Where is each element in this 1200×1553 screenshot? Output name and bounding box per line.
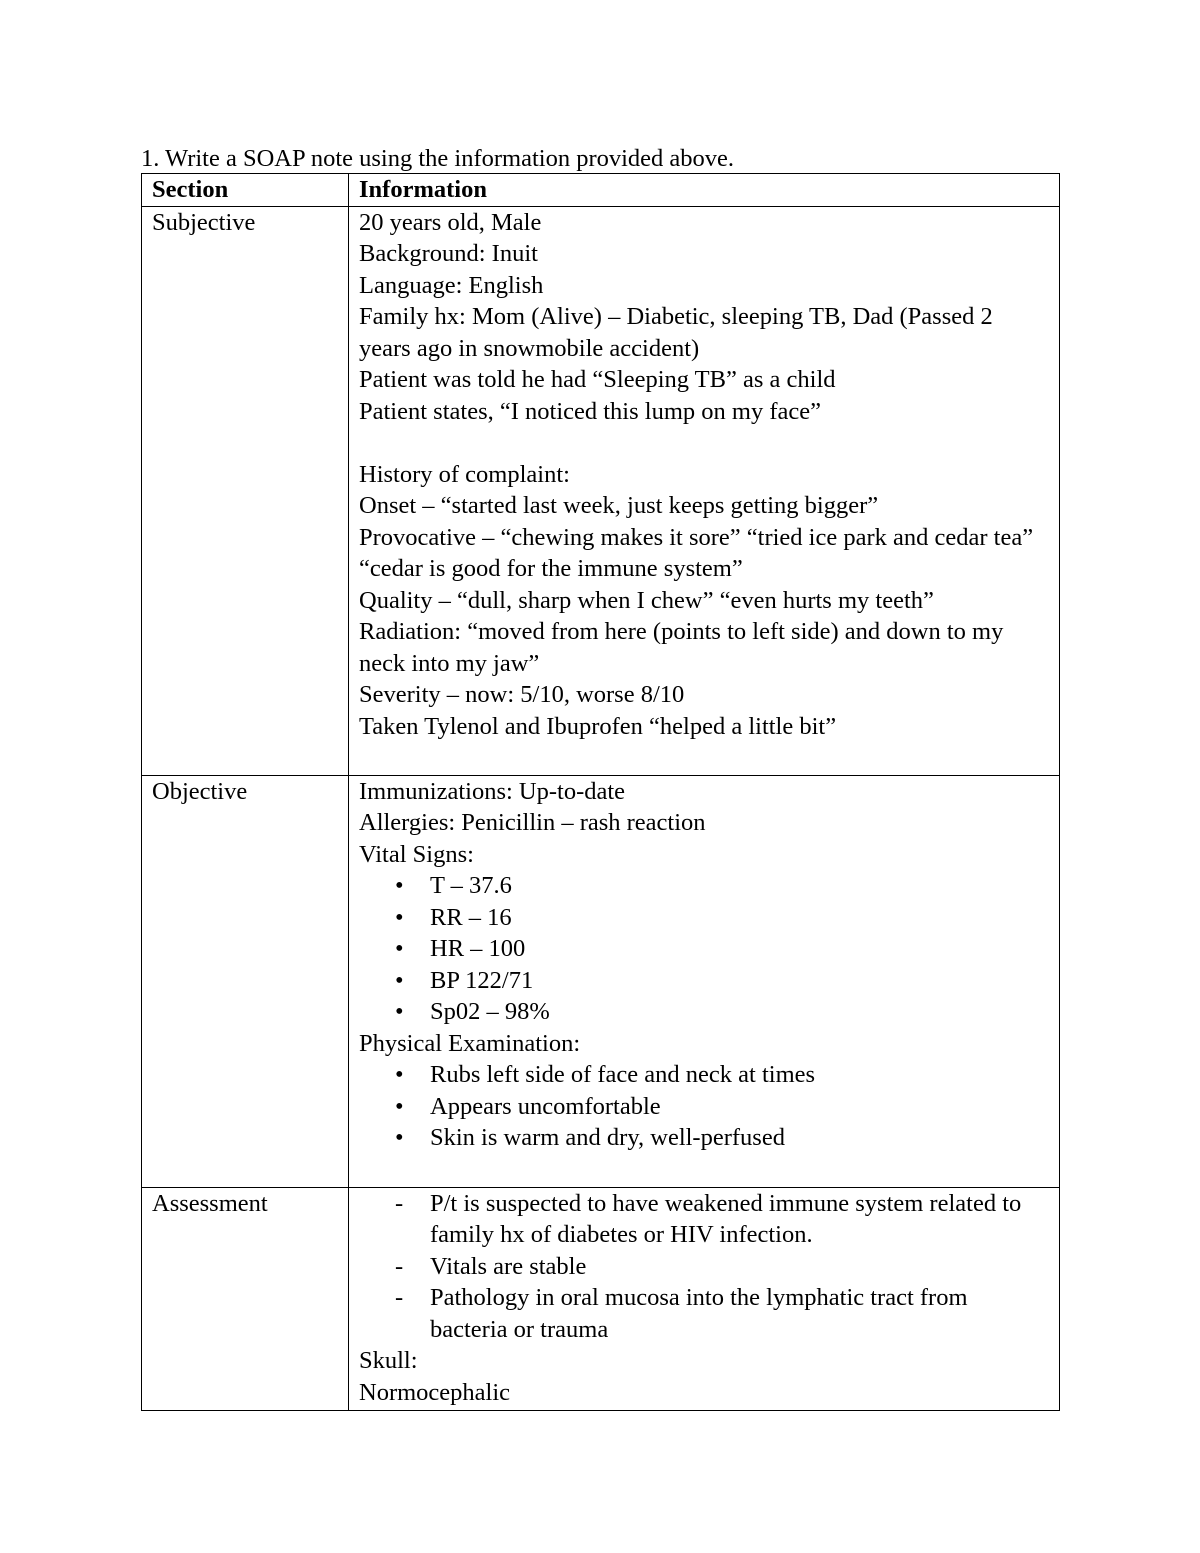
bullet-icon: • (395, 966, 404, 994)
vitals-list (359, 870, 1049, 1028)
soap-note-table (141, 173, 1060, 1411)
bullet-icon: • (395, 1061, 404, 1088)
list-item (359, 902, 1049, 934)
question-title: 1. Write a SOAP note using the information provided above. (141, 145, 735, 172)
list-item (359, 1282, 1049, 1345)
skull-heading: Skull: (359, 1347, 418, 1374)
assessment-item: Vitals are stable (430, 1252, 587, 1280)
dash-icon: - (395, 1252, 404, 1280)
list-item (359, 996, 1049, 1028)
objective-row (142, 775, 1060, 1187)
exam-finding: Appears uncomfortable (430, 1092, 661, 1120)
dash-icon: - (395, 1189, 404, 1217)
subjective-row (142, 206, 1060, 775)
list-item (359, 870, 1049, 902)
subjective-line: Patient states, “I noticed this lump on my face” (359, 397, 821, 425)
bullet-icon: • (395, 998, 404, 1025)
assessment-item: P/t is suspected to have weakened immune system related to family hx of diabetes or HIV infection. (430, 1189, 1022, 1248)
list-item (359, 1122, 1049, 1154)
exam-heading: Physical Examination: (359, 1029, 581, 1057)
subjective-label: Subjective (142, 206, 349, 775)
spacer (359, 427, 1049, 459)
subjective-line: Background: Inuit (359, 240, 538, 267)
exam-finding: Rubs left side of face and neck at times (430, 1061, 816, 1088)
exam-list (359, 1059, 1049, 1154)
bullet-icon: • (395, 903, 404, 931)
assessment-info (349, 1187, 1060, 1410)
subjective-line: Language: English (359, 271, 544, 299)
assessment-list (359, 1188, 1049, 1346)
history-line: Onset – “started last week, just keeps getting bigger” (359, 492, 879, 519)
bullet-icon: • (395, 1092, 404, 1120)
exam-finding: Skin is warm and dry, well-perfused (430, 1124, 785, 1151)
bullet-icon: • (395, 935, 404, 962)
assessment-row (142, 1187, 1060, 1410)
history-line: Radiation: “moved from here (points to left side) and down to my neck into my jaw” (359, 618, 1010, 677)
list-item (359, 1251, 1049, 1283)
immunizations: Immunizations: Up-to-date (359, 777, 626, 805)
subjective-line: 20 years old, Male (359, 208, 542, 236)
list-item (359, 1091, 1049, 1123)
vital-value: HR – 100 (430, 935, 526, 962)
history-heading: History of complaint: (359, 460, 570, 488)
history-line: Severity – now: 5/10, worse 8/10 (359, 681, 685, 708)
subjective-line: Patient was told he had “Sleeping TB” as a child (359, 366, 836, 393)
history-line: Quality – “dull, sharp when I chew” “even hurts my teeth” (359, 586, 934, 614)
objective-info (349, 775, 1060, 1187)
table-header-row (142, 174, 1060, 207)
vital-value: BP 122/71 (430, 966, 534, 994)
vitals-heading: Vital Signs: (359, 840, 474, 868)
history-line: Taken Tylenol and Ibuprofen “helped a little bit” (359, 712, 837, 740)
assessment-item: Pathology in oral mucosa into the lymphatic tract from bacteria or trauma (430, 1284, 968, 1343)
subjective-line: Family hx: Mom (Alive) – Diabetic, sleeping TB, Dad (Passed 2 years ago in snowmobile accident) (359, 303, 999, 362)
vital-value: T – 37.6 (430, 872, 512, 899)
list-item (359, 933, 1049, 965)
vital-value: RR – 16 (430, 903, 512, 931)
history-line: Provocative – “chewing makes it sore” “tried ice park and cedar tea” “cedar is good for the immune system” (359, 523, 1040, 582)
bullet-icon: • (395, 872, 404, 899)
list-item (359, 965, 1049, 997)
list-item (359, 1059, 1049, 1091)
dash-icon: - (395, 1284, 404, 1311)
objective-label: Objective (142, 775, 349, 1187)
skull-value: Normocephalic (359, 1378, 511, 1406)
subjective-info (349, 206, 1060, 775)
header-section: Section (142, 174, 349, 207)
assessment-label: Assessment (142, 1187, 349, 1410)
bullet-icon: • (395, 1124, 404, 1151)
header-information: Information (349, 174, 1060, 207)
allergies: Allergies: Penicillin – rash reaction (359, 809, 706, 836)
list-item (359, 1188, 1049, 1251)
vital-value: Sp02 – 98% (430, 998, 550, 1025)
